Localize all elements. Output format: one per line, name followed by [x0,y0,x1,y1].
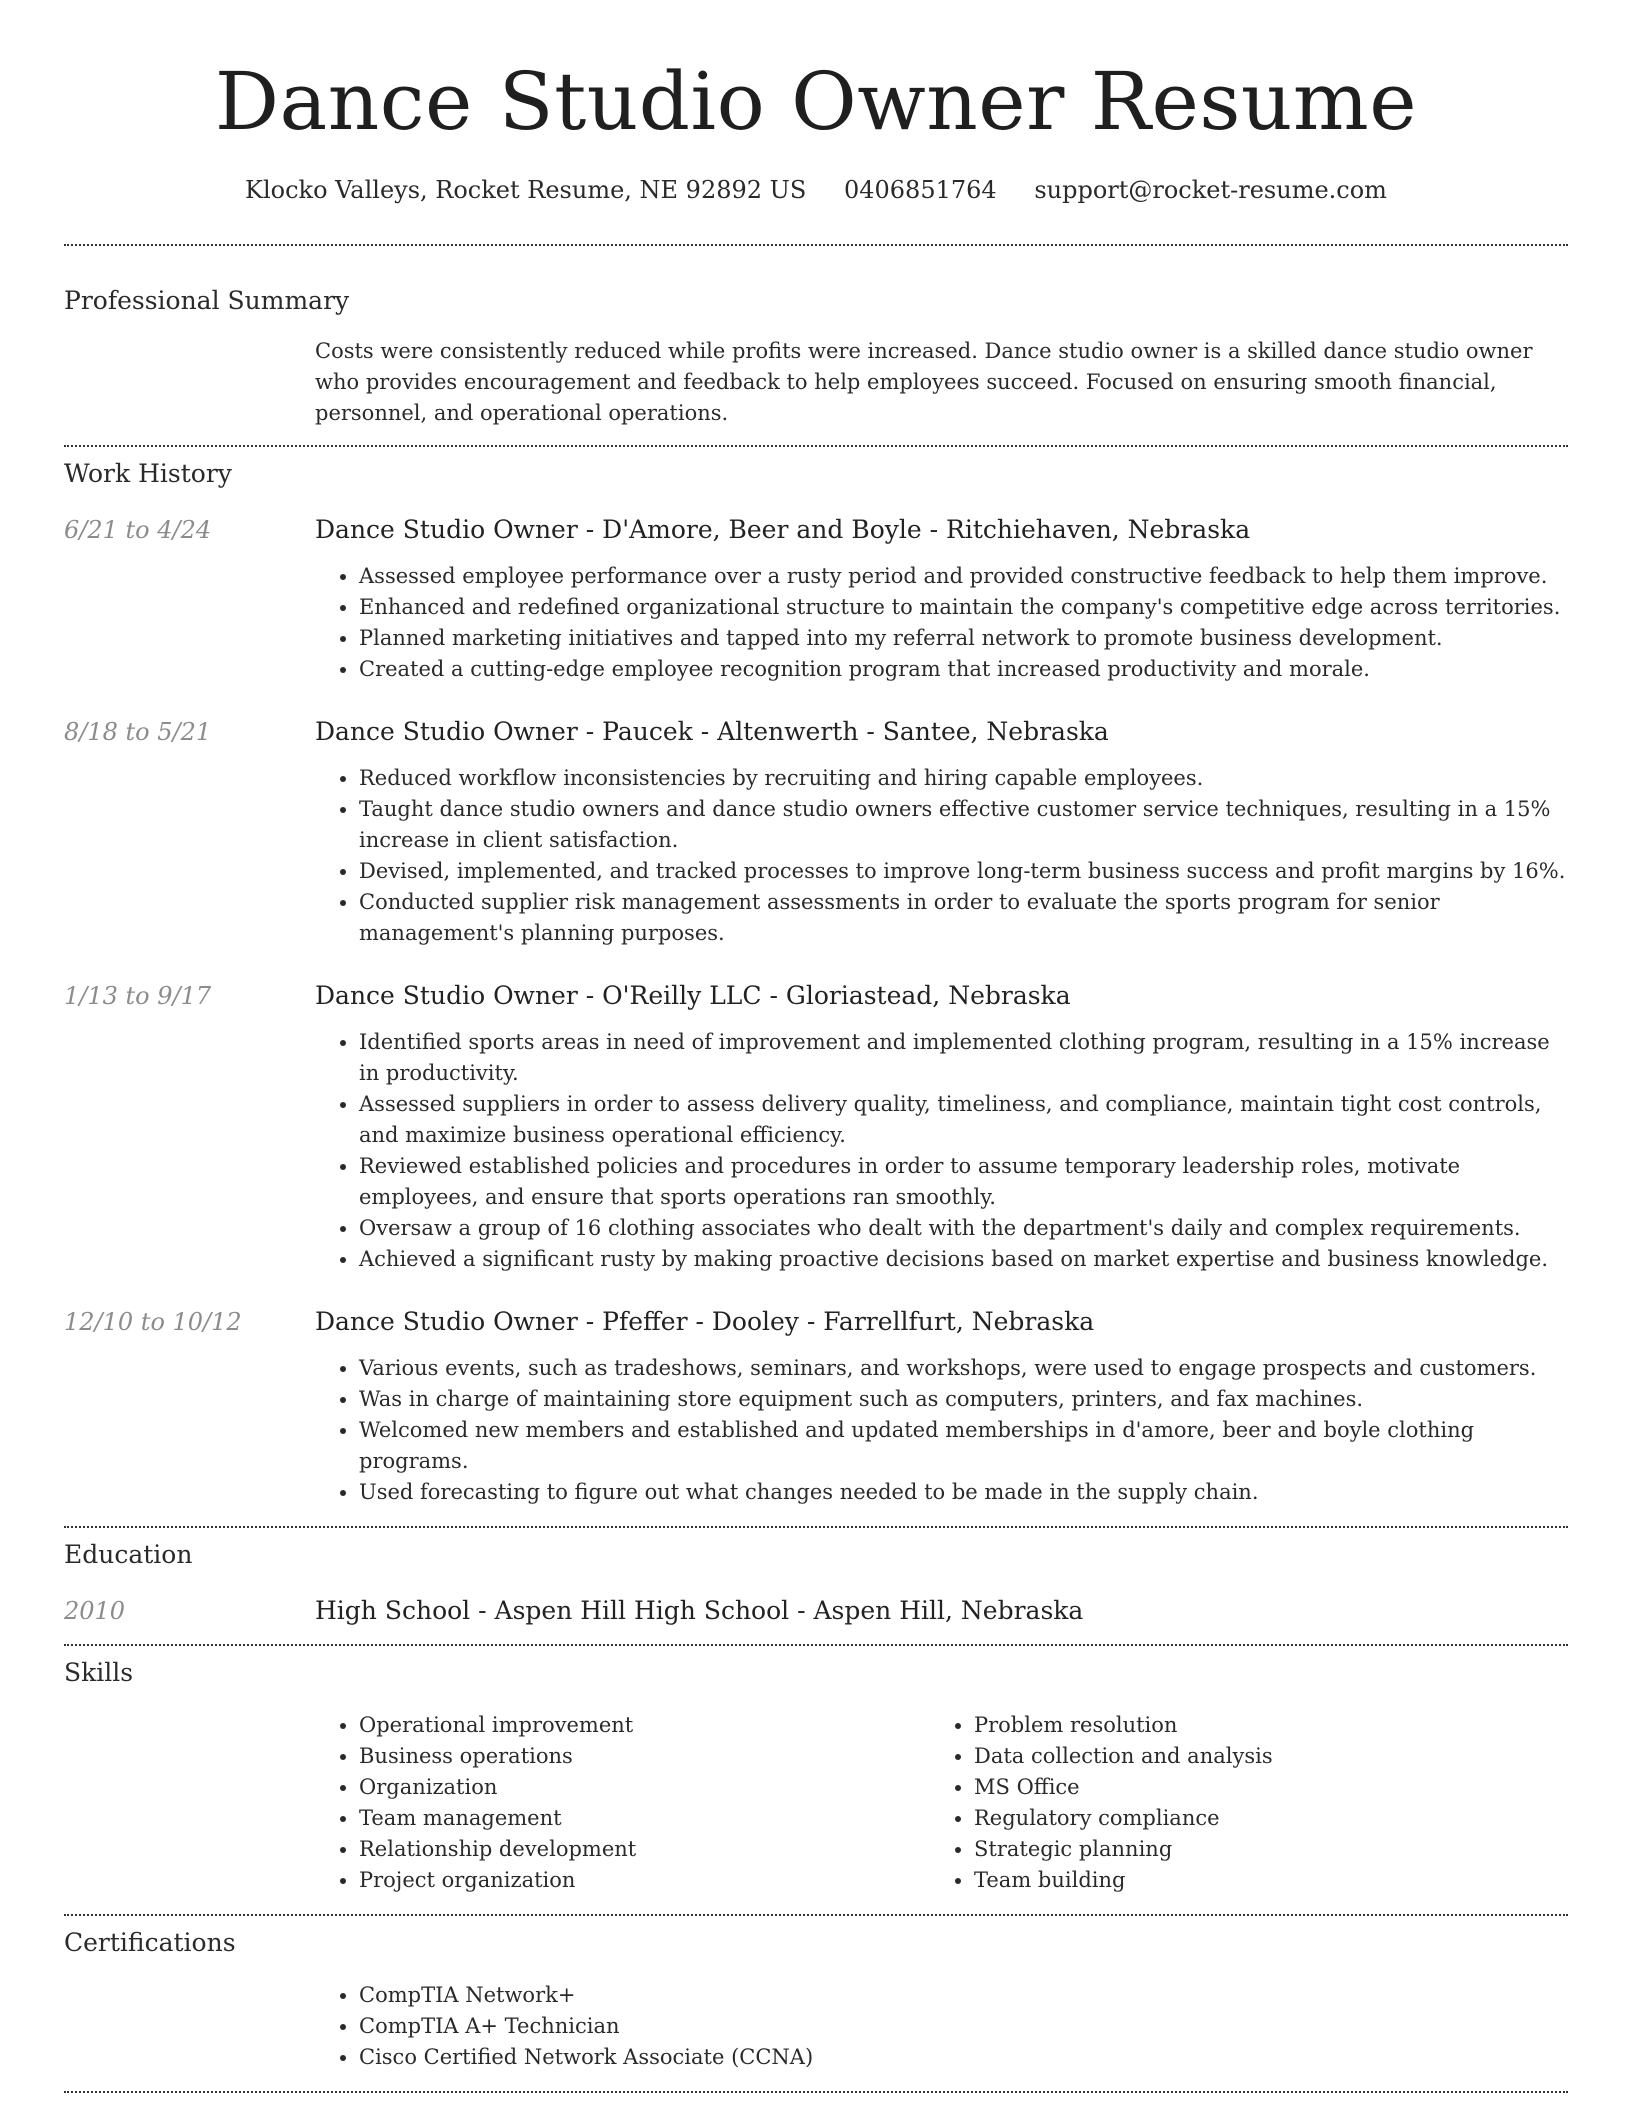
list-item: • Strategic planning [974,1834,1545,1865]
section-work-history [64,447,1568,1508]
list-item: • Project organization [359,1865,930,1896]
job-bullets [315,763,1568,949]
list-item: • Regulatory compliance [974,1803,1545,1834]
list-item: • MS Office [974,1772,1545,1803]
certifications-list [315,1980,1568,2073]
job-dates: 1/13 to 9/17 [64,982,212,1010]
list-item: • Problem resolution [974,1710,1545,1741]
list-item: • Identified sports areas in need of improvement and implemented clothing program, resulting in a 15% increase in productivity. [359,1027,1568,1089]
job-content [315,715,1568,949]
list-item: • Cisco Certified Network Associate (CCNA) [359,2042,1568,2073]
job-dates: 12/10 to 10/12 [64,1308,242,1336]
list-item: • Team building [974,1865,1545,1896]
list-item: • Oversaw a group of 16 clothing associates who dealt with the department's daily and complex requirements. [359,1213,1568,1244]
list-item: • CompTIA Network+ [359,1980,1568,2011]
list-item: • Team management [359,1803,930,1834]
list-item: • Various events, such as tradeshows, seminars, and workshops, were used to engage prospects and customers. [359,1353,1568,1384]
job-title: Dance Studio Owner - D'Amore, Beer and Boyle - Ritchiehaven, Nebraska [315,515,1251,544]
skills-list-left [315,1710,930,1896]
job-bullets [315,561,1568,685]
section-heading: Certifications [64,1928,236,1957]
list-item: • Operational improvement [359,1710,930,1741]
list-item: • CompTIA A+ Technician [359,2011,1568,2042]
list-item: • Conducted supplier risk management assessments in order to evaluate the sports program for senior management's planning purposes. [359,887,1568,949]
list-item: • Welcomed new members and established and updated memberships in d'amore, beer and boyle clothing programs. [359,1415,1568,1477]
job-title: Dance Studio Owner - O'Reilly LLC - Gloriastead, Nebraska [315,981,1071,1010]
section-heading: Professional Summary [64,286,350,315]
list-item: • Business operations [359,1741,930,1772]
section-summary [64,246,1568,429]
list-item: • Created a cutting-edge employee recognition program that increased productivity and morale. [359,654,1568,685]
education-content [315,1594,1568,1628]
job-dates: 6/21 to 4/24 [64,516,212,544]
job-bullets [315,1027,1568,1275]
list-item: • Used forecasting to figure out what changes needed to be made in the supply chain. [359,1477,1568,1508]
job-entry [64,979,1568,1275]
education-entry [64,1594,1568,1628]
job-content [315,1305,1568,1508]
job-title: Dance Studio Owner - Paucek - Altenwerth - Santee, Nebraska [315,717,1109,746]
resume-title: Dance Studio Owner Resume [214,55,1418,148]
list-item: • Assessed employee performance over a rusty period and provided constructive feedback to help them improve. [359,561,1568,592]
list-item: • Assessed suppliers in order to assess delivery quality, timeliness, and compliance, maintain tight cost controls, and maximize business operational efficiency. [359,1089,1568,1151]
section-heading: Work History [64,459,232,488]
job-content [315,513,1568,685]
section-heading: Skills [64,1658,134,1687]
list-item: • Reduced workflow inconsistencies by recruiting and hiring capable employees. [359,763,1568,794]
list-item: • Organization [359,1772,930,1803]
contact-email: support@rocket-resume.com [1034,176,1387,204]
contact-phone: 0406851764 [843,176,997,204]
list-item: • Relationship development [359,1834,930,1865]
section-education [64,1528,1568,1628]
job-content [315,979,1568,1275]
education-dates: 2010 [64,1597,126,1625]
list-item: • Taught dance studio owners and dance studio owners effective customer service techniques, resulting in a 15% increase in client satisfaction. [359,794,1568,856]
section-skills [64,1646,1568,1896]
job-entry [64,513,1568,685]
divider [64,2091,1568,2093]
list-item: • Data collection and analysis [974,1741,1545,1772]
job-bullets [315,1353,1568,1508]
list-item: • Was in charge of maintaining store equipment such as computers, printers, and fax machines. [359,1384,1568,1415]
contact-line [64,174,1568,206]
skills-columns [315,1710,1568,1896]
section-heading: Education [64,1540,193,1569]
list-item: • Reviewed established policies and procedures in order to assume temporary leadership roles, motivate employees, and ensure that sports operations ran smoothly. [359,1151,1568,1213]
summary-text: Costs were consistently reduced while profits were increased. Dance studio owner is a skilled dance studio owner who provides encouragement and feedback to help employees succeed. Focused on ensuring smooth financial, personnel, and operational operations. [315,339,1533,425]
list-item: • Planned marketing initiatives and tapped into my referral network to promote business development. [359,623,1568,654]
list-item: • Devised, implemented, and tracked processes to improve long-term business success and profit margins by 16%. [359,856,1568,887]
contact-address: Klocko Valleys, Rocket Resume, NE 92892 US [245,176,807,204]
education-title: High School - Aspen Hill High School - Aspen Hill, Nebraska [315,1596,1084,1625]
job-title: Dance Studio Owner - Pfeffer - Dooley - Farrellfurt, Nebraska [315,1307,1095,1336]
list-item: • Achieved a significant rusty by making proactive decisions based on market expertise and business knowledge. [359,1244,1568,1275]
job-entry [64,715,1568,949]
job-entry [64,1305,1568,1508]
resume-page [64,0,1568,2093]
skills-list-right [930,1710,1545,1896]
list-item: • Enhanced and redefined organizational structure to maintain the company's competitive edge across territories. [359,592,1568,623]
section-certifications [64,1916,1568,2073]
job-dates: 8/18 to 5/21 [64,718,212,746]
